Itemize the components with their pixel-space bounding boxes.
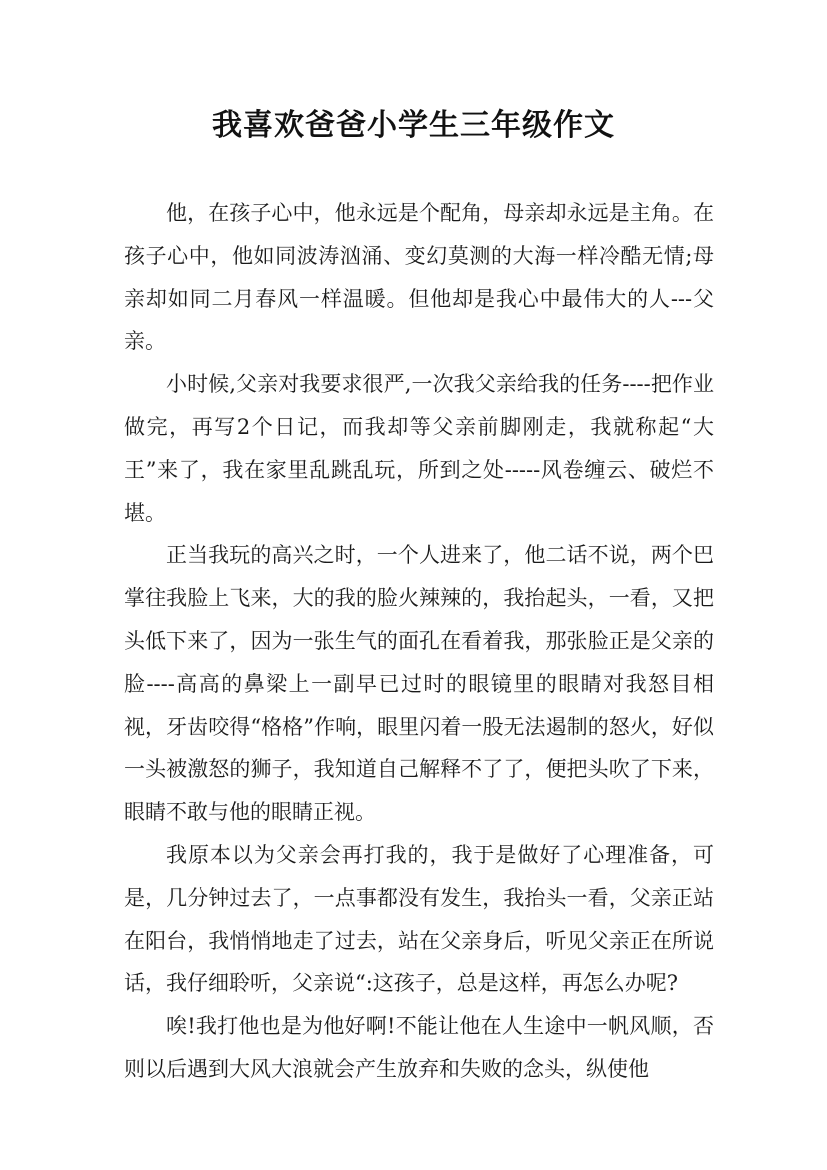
paragraph-2: 小时候,父亲对我要求很严,一次我父亲给我的任务----把作业做完，再写2个日记，而我却等父亲前脚刚走，我就称起“大王”来了，我在家里乱跳乱玩，所到之处-----风卷缠云、破烂不堪。 [124,372,714,525]
paragraph-4: 我原本以为父亲会再打我的，我于是做好了心理准备，可是，几分钟过去了，一点事都没有发生，我抬头一看，父亲正站在阳台，我悄悄地走了过去，站在父亲身后，听见父亲正在所说话，我仔细聆听，父亲说“:这孩子，总是这样，再怎么办呢? [124,842,714,996]
document-body [124,192,714,1091]
document-title: 我喜欢爸爸小学生三年级作文 [212,108,615,143]
paragraph-1: 他，在孩子心中，他永远是个配角，母亲却永远是主角。在孩子心中，他如同波涛汹涌、变幻莫测的大海一样冷酷无情;母亲却如同二月春风一样温暖。但他却是我心中最伟大的人---父亲。 [124,201,714,354]
paragraph-3: 正当我玩的高兴之时，一个人进来了，他二话不说，两个巴掌往我脸上飞来，大的我的脸火辣辣的，我抬起头，一看，又把头低下来了，因为一张生气的面孔在看着我，那张脸正是父亲的脸----高高的鼻梁上一副早已过时的眼镜里的眼睛对我怒目相视，牙齿咬得“格格”作响，眼里闪着一股无法遏制的怒火，好似一头被激怒的狮子，我知道自己解释不了了，便把头吹了下来，眼睛不敢与他的眼睛正视。 [124,543,714,825]
paragraph-5: 唉!我打他也是为他好啊!不能让他在人生途中一帆风顺，否则以后遇到大风大浪就会产生放弃和失败的念头，纵使他 [124,1014,714,1081]
